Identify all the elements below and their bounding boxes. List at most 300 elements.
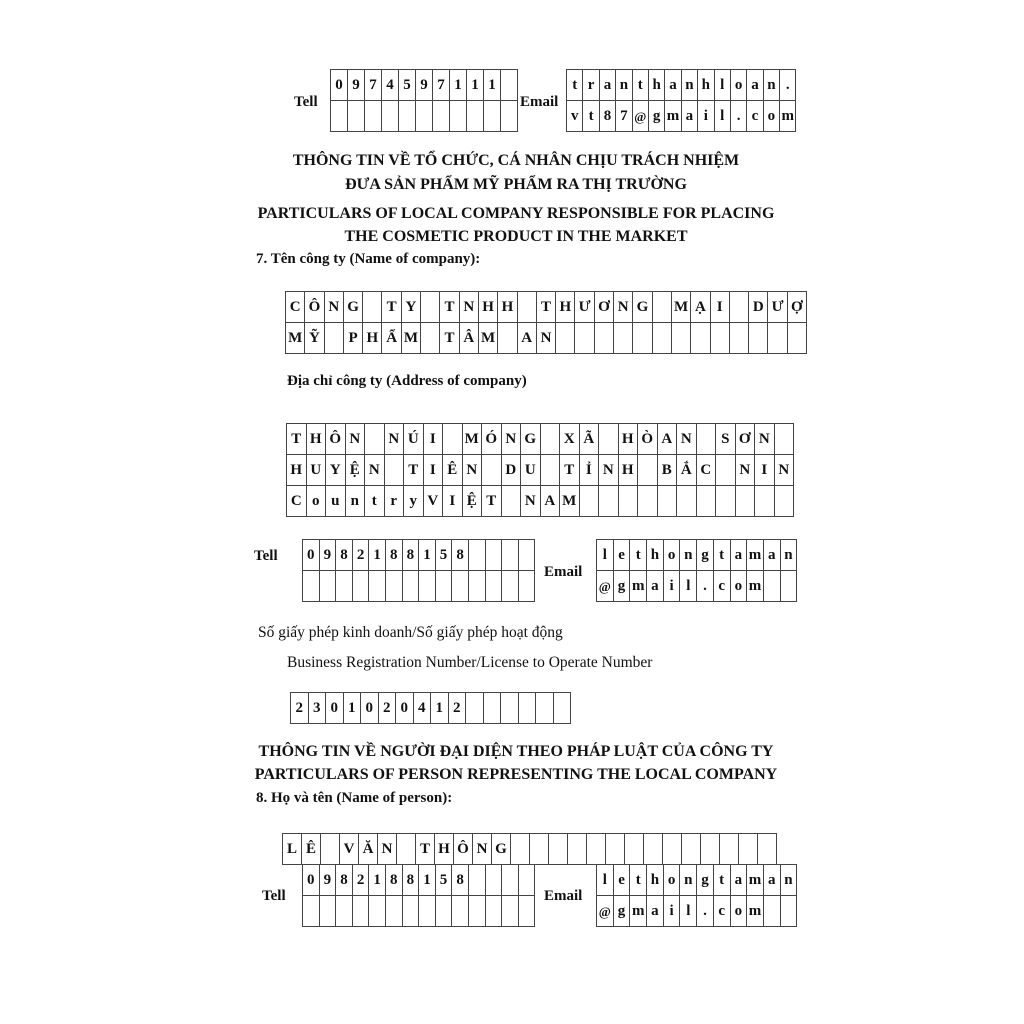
- char-box[interactable]: [606, 834, 625, 865]
- char-box[interactable]: l: [680, 896, 697, 927]
- char-box[interactable]: [697, 424, 717, 455]
- char-box[interactable]: 1: [369, 540, 386, 571]
- char-box[interactable]: [595, 323, 614, 354]
- char-box[interactable]: 8: [336, 540, 353, 571]
- char-box[interactable]: [536, 693, 554, 724]
- char-box[interactable]: @: [597, 896, 614, 927]
- char-box[interactable]: [755, 486, 775, 517]
- char-box[interactable]: [625, 834, 644, 865]
- char-box[interactable]: H: [363, 323, 382, 354]
- char-box[interactable]: [348, 101, 365, 132]
- char-box[interactable]: Ợ: [788, 292, 807, 323]
- char-box[interactable]: H: [619, 424, 639, 455]
- char-box[interactable]: [353, 896, 370, 927]
- char-box[interactable]: [419, 571, 436, 602]
- char-box[interactable]: Ơ: [595, 292, 614, 323]
- char-box[interactable]: A: [541, 486, 561, 517]
- char-box[interactable]: 1: [419, 865, 436, 896]
- char-box[interactable]: @: [597, 571, 614, 602]
- char-box[interactable]: l: [715, 101, 731, 132]
- char-box[interactable]: [549, 834, 568, 865]
- char-box[interactable]: [519, 865, 536, 896]
- char-box[interactable]: Ỹ: [305, 323, 324, 354]
- char-box[interactable]: [336, 896, 353, 927]
- char-box[interactable]: [711, 323, 730, 354]
- char-box[interactable]: V: [424, 486, 444, 517]
- char-box[interactable]: a: [764, 540, 781, 571]
- char-box[interactable]: [749, 323, 768, 354]
- char-box[interactable]: [421, 292, 440, 323]
- char-box[interactable]: N: [614, 292, 633, 323]
- char-box[interactable]: t: [365, 486, 385, 517]
- char-box[interactable]: [450, 101, 467, 132]
- char-box[interactable]: Â: [460, 323, 479, 354]
- char-box[interactable]: [530, 834, 549, 865]
- char-box[interactable]: [336, 571, 353, 602]
- char-box[interactable]: [433, 101, 450, 132]
- char-box[interactable]: m: [665, 101, 681, 132]
- char-box[interactable]: m: [747, 571, 764, 602]
- char-box[interactable]: Ã: [580, 424, 600, 455]
- char-box[interactable]: N: [460, 292, 479, 323]
- char-box[interactable]: [397, 834, 416, 865]
- tell-grid-top[interactable]: [330, 69, 518, 132]
- char-box[interactable]: N: [385, 424, 405, 455]
- char-box[interactable]: m: [630, 896, 647, 927]
- char-box[interactable]: [653, 292, 672, 323]
- char-box[interactable]: [382, 101, 399, 132]
- char-box[interactable]: [403, 571, 420, 602]
- char-box[interactable]: T: [287, 424, 307, 455]
- char-box[interactable]: 2: [379, 693, 397, 724]
- char-box[interactable]: [501, 693, 519, 724]
- char-box[interactable]: C: [287, 486, 307, 517]
- char-box[interactable]: [764, 571, 781, 602]
- char-box[interactable]: H: [619, 455, 639, 486]
- char-box[interactable]: 8: [386, 540, 403, 571]
- char-box[interactable]: h: [647, 865, 664, 896]
- char-box[interactable]: [587, 834, 606, 865]
- char-box[interactable]: M: [286, 323, 305, 354]
- char-box[interactable]: [682, 834, 701, 865]
- char-box[interactable]: [443, 424, 463, 455]
- char-box[interactable]: [580, 486, 600, 517]
- char-box[interactable]: T: [482, 486, 502, 517]
- char-box[interactable]: [452, 896, 469, 927]
- char-box[interactable]: [369, 571, 386, 602]
- license-number-grid[interactable]: [290, 692, 571, 724]
- char-box[interactable]: Ỉ: [580, 455, 600, 486]
- char-box[interactable]: o: [664, 865, 681, 896]
- char-box[interactable]: Ú: [404, 424, 424, 455]
- char-box[interactable]: [644, 834, 663, 865]
- char-box[interactable]: Ẩ: [382, 323, 401, 354]
- char-box[interactable]: o: [731, 70, 747, 101]
- char-box[interactable]: e: [614, 540, 631, 571]
- char-box[interactable]: G: [633, 292, 652, 323]
- char-box[interactable]: o: [731, 571, 748, 602]
- char-box[interactable]: m: [747, 865, 764, 896]
- char-box[interactable]: r: [583, 70, 599, 101]
- char-box[interactable]: t: [630, 865, 647, 896]
- char-box[interactable]: H: [479, 292, 498, 323]
- char-box[interactable]: Ơ: [736, 424, 756, 455]
- char-box[interactable]: [436, 571, 453, 602]
- char-box[interactable]: o: [731, 896, 748, 927]
- char-box[interactable]: S: [716, 424, 736, 455]
- char-box[interactable]: g: [614, 896, 631, 927]
- char-box[interactable]: 9: [320, 540, 337, 571]
- char-box[interactable]: o: [764, 101, 780, 132]
- char-box[interactable]: [467, 101, 484, 132]
- char-box[interactable]: [614, 323, 633, 354]
- char-box[interactable]: [399, 101, 416, 132]
- char-box[interactable]: 8: [452, 540, 469, 571]
- char-box[interactable]: N: [677, 424, 697, 455]
- char-box[interactable]: G: [521, 424, 541, 455]
- char-box[interactable]: Y: [402, 292, 421, 323]
- char-box[interactable]: a: [731, 865, 748, 896]
- char-box[interactable]: [469, 896, 486, 927]
- char-box[interactable]: [320, 896, 337, 927]
- char-box[interactable]: [469, 865, 486, 896]
- char-box[interactable]: T: [560, 455, 580, 486]
- char-box[interactable]: n: [781, 540, 798, 571]
- char-box[interactable]: [541, 455, 561, 486]
- char-box[interactable]: Ư: [768, 292, 787, 323]
- char-box[interactable]: m: [780, 101, 796, 132]
- char-box[interactable]: H: [287, 455, 307, 486]
- char-box[interactable]: [486, 865, 503, 896]
- char-box[interactable]: [568, 834, 587, 865]
- char-box[interactable]: [369, 896, 386, 927]
- char-box[interactable]: a: [647, 896, 664, 927]
- char-box[interactable]: a: [600, 70, 616, 101]
- char-box[interactable]: v: [567, 101, 583, 132]
- char-box[interactable]: 1: [431, 693, 449, 724]
- char-box[interactable]: [672, 323, 691, 354]
- char-box[interactable]: [599, 486, 619, 517]
- char-box[interactable]: c: [714, 571, 731, 602]
- char-box[interactable]: D: [749, 292, 768, 323]
- company-email-grid[interactable]: [596, 539, 797, 602]
- char-box[interactable]: I: [711, 292, 730, 323]
- char-box[interactable]: [653, 323, 672, 354]
- char-box[interactable]: .: [697, 571, 714, 602]
- char-box[interactable]: I: [424, 455, 444, 486]
- char-box[interactable]: [730, 292, 749, 323]
- char-box[interactable]: 0: [326, 693, 344, 724]
- char-box[interactable]: C: [697, 455, 717, 486]
- char-box[interactable]: 8: [386, 865, 403, 896]
- char-box[interactable]: Ă: [359, 834, 378, 865]
- char-box[interactable]: [768, 323, 787, 354]
- char-box[interactable]: N: [463, 455, 483, 486]
- char-box[interactable]: [720, 834, 739, 865]
- char-box[interactable]: t: [630, 540, 647, 571]
- char-box[interactable]: M: [560, 486, 580, 517]
- char-box[interactable]: [419, 896, 436, 927]
- char-box[interactable]: [325, 323, 344, 354]
- char-box[interactable]: i: [664, 896, 681, 927]
- char-box[interactable]: u: [326, 486, 346, 517]
- company-tell-grid[interactable]: [302, 539, 535, 602]
- char-box[interactable]: 1: [419, 540, 436, 571]
- char-box[interactable]: 0: [303, 865, 320, 896]
- char-box[interactable]: a: [665, 70, 681, 101]
- char-box[interactable]: t: [714, 540, 731, 571]
- char-box[interactable]: c: [747, 101, 763, 132]
- char-box[interactable]: [736, 486, 756, 517]
- char-box[interactable]: [321, 834, 340, 865]
- char-box[interactable]: [365, 424, 385, 455]
- char-box[interactable]: [436, 896, 453, 927]
- char-box[interactable]: [775, 424, 795, 455]
- char-box[interactable]: [303, 896, 320, 927]
- char-box[interactable]: [498, 323, 517, 354]
- char-box[interactable]: M: [479, 323, 498, 354]
- char-box[interactable]: Ê: [302, 834, 321, 865]
- char-box[interactable]: i: [698, 101, 714, 132]
- char-box[interactable]: V: [340, 834, 359, 865]
- char-box[interactable]: [511, 834, 530, 865]
- char-box[interactable]: N: [521, 486, 541, 517]
- person-tell-grid[interactable]: [302, 864, 535, 927]
- char-box[interactable]: m: [747, 540, 764, 571]
- char-box[interactable]: [469, 571, 486, 602]
- char-box[interactable]: [484, 101, 501, 132]
- char-box[interactable]: [416, 101, 433, 132]
- char-box[interactable]: 7: [365, 70, 382, 101]
- char-box[interactable]: I: [443, 486, 463, 517]
- char-box[interactable]: [386, 571, 403, 602]
- char-box[interactable]: [486, 896, 503, 927]
- char-box[interactable]: g: [697, 540, 714, 571]
- char-box[interactable]: Ệ: [463, 486, 483, 517]
- char-box[interactable]: [716, 486, 736, 517]
- char-box[interactable]: [502, 486, 522, 517]
- char-box[interactable]: Ệ: [346, 455, 366, 486]
- char-box[interactable]: [781, 571, 798, 602]
- char-box[interactable]: [541, 424, 561, 455]
- char-box[interactable]: 4: [414, 693, 432, 724]
- char-box[interactable]: [677, 486, 697, 517]
- char-box[interactable]: 2: [353, 865, 370, 896]
- char-box[interactable]: a: [731, 540, 748, 571]
- char-box[interactable]: [363, 292, 382, 323]
- char-box[interactable]: Ò: [638, 424, 658, 455]
- char-box[interactable]: Ó: [482, 424, 502, 455]
- char-box[interactable]: [502, 896, 519, 927]
- char-box[interactable]: a: [647, 571, 664, 602]
- char-box[interactable]: a: [682, 101, 698, 132]
- char-box[interactable]: X: [560, 424, 580, 455]
- char-box[interactable]: [775, 486, 795, 517]
- char-box[interactable]: [303, 571, 320, 602]
- char-box[interactable]: Ô: [326, 424, 346, 455]
- char-box[interactable]: N: [346, 424, 366, 455]
- company-name-grid[interactable]: [285, 291, 807, 354]
- char-box[interactable]: .: [697, 896, 714, 927]
- char-box[interactable]: [482, 455, 502, 486]
- char-box[interactable]: t: [714, 865, 731, 896]
- char-box[interactable]: 7: [433, 70, 450, 101]
- char-box[interactable]: H: [556, 292, 575, 323]
- char-box[interactable]: 1: [467, 70, 484, 101]
- char-box[interactable]: B: [658, 455, 678, 486]
- char-box[interactable]: N: [325, 292, 344, 323]
- char-box[interactable]: [716, 455, 736, 486]
- char-box[interactable]: [781, 896, 798, 927]
- char-box[interactable]: I: [755, 455, 775, 486]
- person-email-grid[interactable]: [596, 864, 797, 927]
- char-box[interactable]: 5: [436, 540, 453, 571]
- char-box[interactable]: l: [680, 571, 697, 602]
- char-box[interactable]: 7: [616, 101, 632, 132]
- char-box[interactable]: 9: [416, 70, 433, 101]
- char-box[interactable]: 4: [382, 70, 399, 101]
- char-box[interactable]: Ắ: [677, 455, 697, 486]
- char-box[interactable]: [701, 834, 720, 865]
- char-box[interactable]: 1: [450, 70, 467, 101]
- char-box[interactable]: g: [697, 865, 714, 896]
- char-box[interactable]: 8: [452, 865, 469, 896]
- email-grid-top[interactable]: [566, 69, 796, 132]
- char-box[interactable]: [556, 323, 575, 354]
- char-box[interactable]: 8: [600, 101, 616, 132]
- char-box[interactable]: 9: [348, 70, 365, 101]
- char-box[interactable]: [599, 424, 619, 455]
- char-box[interactable]: M: [672, 292, 691, 323]
- char-box[interactable]: T: [416, 834, 435, 865]
- char-box[interactable]: a: [764, 865, 781, 896]
- char-box[interactable]: [663, 834, 682, 865]
- char-box[interactable]: 9: [320, 865, 337, 896]
- char-box[interactable]: [365, 101, 382, 132]
- char-box[interactable]: [421, 323, 440, 354]
- char-box[interactable]: m: [747, 896, 764, 927]
- char-box[interactable]: e: [614, 865, 631, 896]
- char-box[interactable]: G: [344, 292, 363, 323]
- char-box[interactable]: h: [647, 540, 664, 571]
- char-box[interactable]: [466, 693, 484, 724]
- char-box[interactable]: 1: [369, 865, 386, 896]
- char-box[interactable]: N: [775, 455, 795, 486]
- char-box[interactable]: M: [402, 323, 421, 354]
- char-box[interactable]: [633, 323, 652, 354]
- char-box[interactable]: [758, 834, 777, 865]
- char-box[interactable]: [764, 896, 781, 927]
- char-box[interactable]: n: [680, 865, 697, 896]
- char-box[interactable]: [320, 571, 337, 602]
- char-box[interactable]: h: [649, 70, 665, 101]
- char-box[interactable]: N: [473, 834, 492, 865]
- char-box[interactable]: [452, 571, 469, 602]
- char-box[interactable]: 2: [291, 693, 309, 724]
- char-box[interactable]: 0: [361, 693, 379, 724]
- char-box[interactable]: Ư: [575, 292, 594, 323]
- char-box[interactable]: H: [498, 292, 517, 323]
- char-box[interactable]: [484, 693, 502, 724]
- char-box[interactable]: M: [463, 424, 483, 455]
- char-box[interactable]: [554, 693, 572, 724]
- char-box[interactable]: [519, 896, 536, 927]
- char-box[interactable]: H: [307, 424, 327, 455]
- char-box[interactable]: [502, 540, 519, 571]
- char-box[interactable]: [691, 323, 710, 354]
- char-box[interactable]: N: [378, 834, 397, 865]
- char-box[interactable]: [788, 323, 807, 354]
- char-box[interactable]: [739, 834, 758, 865]
- char-box[interactable]: D: [502, 455, 522, 486]
- char-box[interactable]: .: [780, 70, 796, 101]
- char-box[interactable]: 8: [336, 865, 353, 896]
- char-box[interactable]: [403, 896, 420, 927]
- char-box[interactable]: U: [521, 455, 541, 486]
- char-box[interactable]: Y: [326, 455, 346, 486]
- char-box[interactable]: 0: [303, 540, 320, 571]
- char-box[interactable]: g: [649, 101, 665, 132]
- char-box[interactable]: [730, 323, 749, 354]
- char-box[interactable]: [502, 865, 519, 896]
- char-box[interactable]: [658, 486, 678, 517]
- char-box[interactable]: l: [597, 865, 614, 896]
- char-box[interactable]: a: [747, 70, 763, 101]
- char-box[interactable]: H: [435, 834, 454, 865]
- char-box[interactable]: o: [664, 540, 681, 571]
- char-box[interactable]: 0: [331, 70, 348, 101]
- char-box[interactable]: [501, 70, 518, 101]
- char-box[interactable]: [386, 896, 403, 927]
- char-box[interactable]: l: [715, 70, 731, 101]
- char-box[interactable]: [638, 486, 658, 517]
- char-box[interactable]: [619, 486, 639, 517]
- char-box[interactable]: P: [344, 323, 363, 354]
- char-box[interactable]: C: [286, 292, 305, 323]
- char-box[interactable]: h: [698, 70, 714, 101]
- char-box[interactable]: m: [630, 571, 647, 602]
- char-box[interactable]: N: [502, 424, 522, 455]
- char-box[interactable]: T: [440, 292, 459, 323]
- char-box[interactable]: Ạ: [691, 292, 710, 323]
- char-box[interactable]: [353, 571, 370, 602]
- char-box[interactable]: t: [583, 101, 599, 132]
- char-box[interactable]: [519, 571, 536, 602]
- char-box[interactable]: 0: [396, 693, 414, 724]
- char-box[interactable]: y: [404, 486, 424, 517]
- char-box[interactable]: [469, 540, 486, 571]
- char-box[interactable]: [518, 292, 537, 323]
- char-box[interactable]: T: [404, 455, 424, 486]
- char-box[interactable]: 8: [403, 865, 420, 896]
- char-box[interactable]: [638, 455, 658, 486]
- char-box[interactable]: 8: [403, 540, 420, 571]
- char-box[interactable]: Ê: [443, 455, 463, 486]
- char-box[interactable]: [385, 455, 405, 486]
- char-box[interactable]: Ô: [454, 834, 473, 865]
- char-box[interactable]: L: [283, 834, 302, 865]
- char-box[interactable]: [486, 571, 503, 602]
- char-box[interactable]: G: [492, 834, 511, 865]
- char-box[interactable]: N: [365, 455, 385, 486]
- person-name-grid[interactable]: [282, 833, 777, 865]
- char-box[interactable]: N: [599, 455, 619, 486]
- char-box[interactable]: i: [664, 571, 681, 602]
- char-box[interactable]: t: [633, 70, 649, 101]
- char-box[interactable]: [519, 540, 536, 571]
- char-box[interactable]: [486, 540, 503, 571]
- char-box[interactable]: T: [537, 292, 556, 323]
